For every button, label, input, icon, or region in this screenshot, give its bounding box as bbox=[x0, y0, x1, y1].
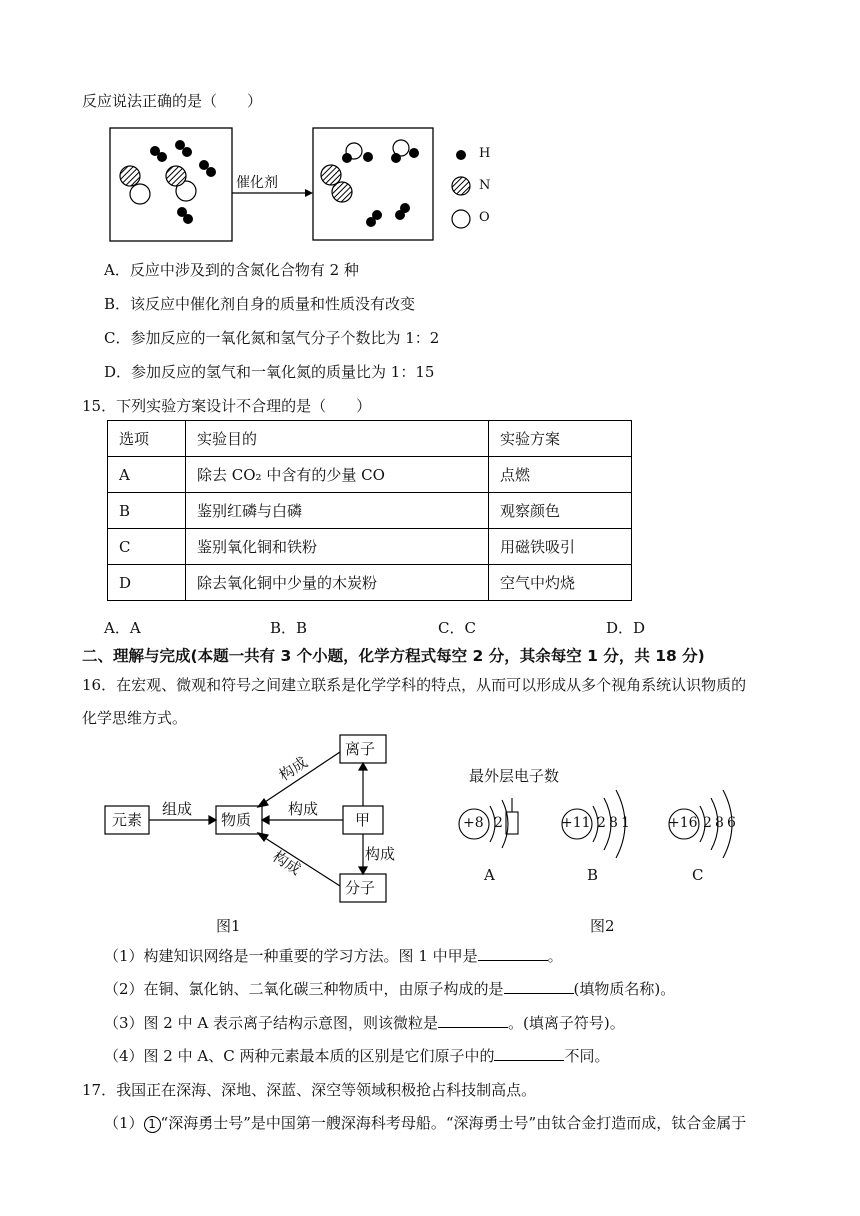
atom-c-shell: 8 bbox=[715, 815, 724, 831]
q14-option-b: B．该反应中催化剂自身的质量和性质没有改变 bbox=[104, 295, 416, 313]
atom-b-shell: 8 bbox=[609, 815, 618, 831]
node-ion: 离子 bbox=[345, 740, 376, 758]
table-row bbox=[108, 457, 632, 493]
q14-option-c: C．参加反应的一氧化氮和氢气分子个数比为 1：2 bbox=[104, 329, 440, 347]
table-row bbox=[108, 565, 632, 601]
table-header-row bbox=[108, 421, 632, 457]
q16-sub4: （4）图 2 中 A、C 两种元素最本质的区别是它们原子中的 不同。 bbox=[104, 1047, 610, 1065]
atom-b-shell: 2 bbox=[597, 815, 606, 831]
catalyst-label: 催化剂 bbox=[236, 175, 278, 191]
atom-a-shell: 2 bbox=[494, 815, 503, 831]
edge-form-label: 构成 bbox=[275, 753, 311, 785]
atom-b-label: B bbox=[587, 866, 599, 884]
table-header: 选项 bbox=[108, 421, 186, 457]
q16-sub2: （2）在铜、氯化钠、二氧化碳三种物质中，由原子构成的是 (填物质名称)。 bbox=[104, 980, 676, 998]
q17-sub1: （1） 1 “深海勇士号”是中国第一艘深海科考母船。“深海勇士号”由钛合金打造而成，钛合金属于 bbox=[104, 1114, 747, 1132]
q15-choice-a: A．A bbox=[104, 619, 141, 637]
atom-c-shell: 2 bbox=[703, 815, 712, 831]
legend-hydrogen-icon bbox=[456, 150, 466, 160]
edge-form-label: 构成 bbox=[365, 845, 396, 863]
answer-blank[interactable] bbox=[494, 1046, 564, 1061]
table-cell: 空气中灼烧 bbox=[489, 565, 632, 601]
q17-stem: 17．我国正在深海、深地、深蓝、深空等领域积极抢占科技制高点。 bbox=[82, 1081, 537, 1099]
edge-form-label: 构成 bbox=[269, 847, 305, 879]
table-cell: 鉴别红磷与白磷 bbox=[186, 493, 489, 529]
atom-b-shell: 1 bbox=[621, 815, 630, 831]
q15-choice-d: D．D bbox=[606, 619, 646, 637]
table-header: 实验方案 bbox=[489, 421, 632, 457]
q15-stem: 15．下列实验方案设计不合理的是（ ） bbox=[82, 397, 372, 415]
legend-nitrogen-icon bbox=[452, 177, 470, 195]
circled-number-icon: 1 bbox=[144, 1116, 161, 1133]
q16-stem-line1: 16．在宏观、微观和符号之间建立联系是化学学科的特点，从而可以形成从多个视角系统认识物质的 bbox=[82, 676, 747, 694]
section-heading: 二、理解与完成(本题一共有 3 个小题，化学方程式每空 2 分，其余每空 1 分，共 18 分) bbox=[82, 647, 705, 665]
reaction-diagram bbox=[100, 120, 520, 250]
atom-c-label: C bbox=[692, 866, 704, 884]
atom-a-label: A bbox=[484, 866, 495, 884]
legend-n-label: N bbox=[479, 178, 491, 193]
table-cell: 除去氧化铜中少量的木炭粉 bbox=[186, 565, 489, 601]
answer-blank[interactable] bbox=[438, 1013, 508, 1028]
node-jia: 甲 bbox=[355, 811, 371, 829]
table-cell: D bbox=[108, 565, 186, 601]
atom-b-nucleus: +11 bbox=[561, 815, 591, 831]
atom-a-nucleus: +8 bbox=[463, 815, 484, 831]
legend-o-label: O bbox=[479, 210, 490, 225]
answer-blank[interactable] bbox=[504, 979, 574, 994]
node-molecule: 分子 bbox=[345, 879, 376, 897]
edge-compose-label: 组成 bbox=[162, 800, 193, 818]
q16-stem-line2: 化学思维方式。 bbox=[82, 709, 188, 727]
table-header: 实验目的 bbox=[186, 421, 489, 457]
q16-sub3: （3）图 2 中 A 表示离子结构示意图，则该微粒是 。(填离子符号)。 bbox=[104, 1014, 625, 1032]
table-row bbox=[108, 493, 632, 529]
table-cell: C bbox=[108, 529, 186, 565]
answer-blank[interactable] bbox=[478, 946, 548, 961]
figure1-caption: 图1 bbox=[216, 917, 241, 935]
q15-table bbox=[107, 420, 632, 601]
q14-option-a: A．反应中涉及到的含氮化合物有 2 种 bbox=[104, 261, 359, 279]
table-cell: A bbox=[108, 457, 186, 493]
q14-option-d: D．参加反应的氢气和一氧化氮的质量比为 1：15 bbox=[104, 363, 435, 381]
legend-oxygen-icon bbox=[452, 210, 470, 228]
q15-choice-b: B．B bbox=[270, 619, 308, 637]
edge-form-label: 构成 bbox=[288, 800, 319, 818]
node-element: 元素 bbox=[112, 811, 143, 829]
q15-choice-c: C．C bbox=[438, 619, 476, 637]
atom-c-shell: 6 bbox=[727, 815, 736, 831]
table-cell: B bbox=[108, 493, 186, 529]
table-cell: 观察颜色 bbox=[489, 493, 632, 529]
figure2-caption: 图2 bbox=[590, 917, 615, 935]
q14-stem-tail: 反应说法正确的是（ ） bbox=[82, 92, 263, 110]
table-cell: 除去 CO₂ 中含有的少量 CO bbox=[186, 457, 489, 493]
table-cell: 点燃 bbox=[489, 457, 632, 493]
table-cell: 鉴别氧化铜和铁粉 bbox=[186, 529, 489, 565]
table-row bbox=[108, 529, 632, 565]
outer-electron-label: 最外层电子数 bbox=[469, 767, 560, 785]
q16-sub1: （1）构建知识网络是一种重要的学习方法。图 1 中甲是 。 bbox=[104, 947, 563, 965]
table-cell: 用磁铁吸引 bbox=[489, 529, 632, 565]
legend-h-label: H bbox=[479, 146, 491, 161]
atom-c-nucleus: +16 bbox=[668, 815, 698, 831]
node-substance: 物质 bbox=[221, 811, 252, 829]
